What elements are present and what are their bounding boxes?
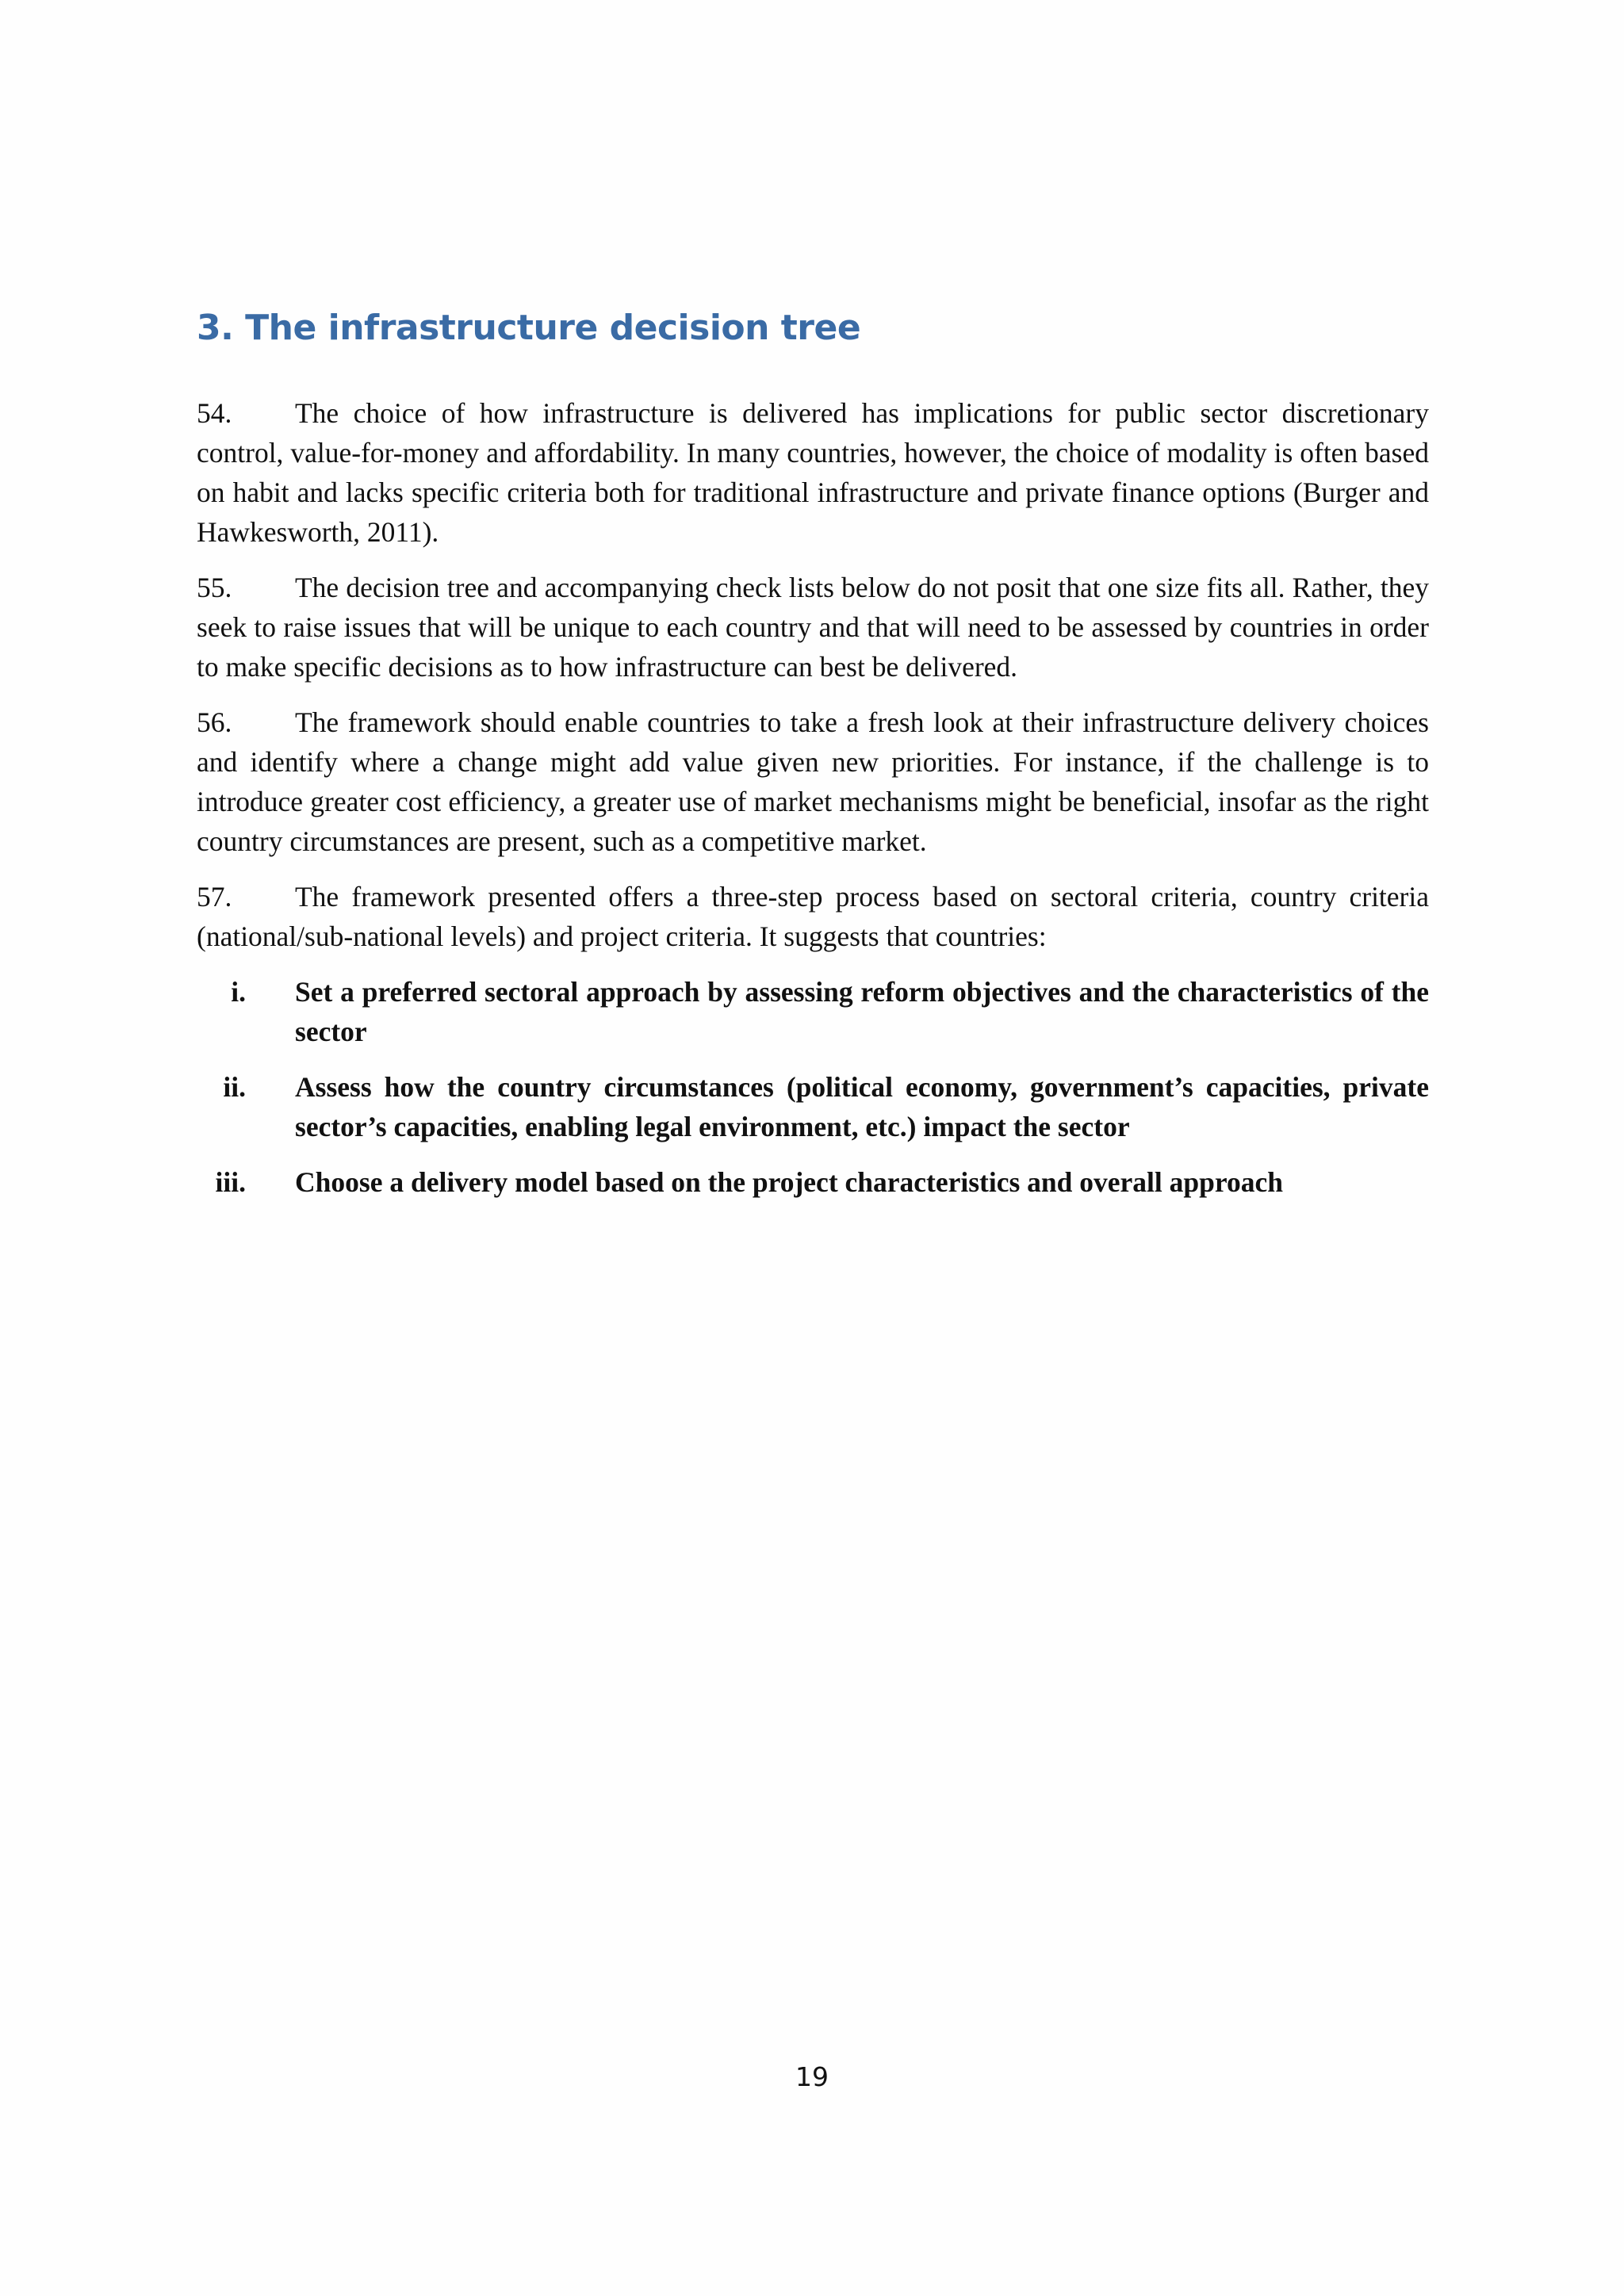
paragraph-number: 55. [197, 572, 232, 603]
step-numeral: iii. [215, 1166, 246, 1198]
step-numeral: i. [231, 976, 246, 1008]
paragraph-57 [197, 877, 1429, 956]
paragraph-55 [197, 568, 1429, 687]
step-item [197, 1067, 1429, 1146]
steps-list [197, 972, 1429, 1202]
paragraph-number: 54. [197, 397, 232, 429]
page-number: 19 [795, 2061, 829, 2092]
step-item [197, 1162, 1429, 1202]
paragraph-text: The decision tree and accompanying check lists below do not posit that one size fits all. Rather, they seek to raise issues that will be unique to each country and that will need to be assessed by countries in order to make specific decisions as to how infrastructure can best be delivered. [197, 572, 1429, 683]
paragraph-number: 56. [197, 706, 232, 738]
paragraph-54 [197, 393, 1429, 552]
paragraph-text: The framework presented offers a three-step process based on sectoral criteria, country criteria (national/sub-national levels) and project criteria. It suggests that countries: [197, 881, 1429, 952]
paragraph-text: The framework should enable countries to take a fresh look at their infrastructure delivery choices and identify where a change might add value given new priorities. For instance, if the challenge is to introduce greater cost efficiency, a greater use of market mechanisms might be beneficial, insofar as the right country circumstances are present, such as a competitive market. [197, 706, 1429, 857]
paragraph-56 [197, 702, 1429, 861]
section-heading: 3. The infrastructure decision tree [197, 308, 861, 348]
step-numeral: ii. [223, 1071, 246, 1103]
paragraph-number: 57. [197, 881, 232, 913]
paragraph-text: The choice of how infrastructure is delivered has implications for public sector discretionary control, value-for-money and affordability. In many countries, however, the choice of modality is often based on habit and lacks specific criteria both for traditional infrastructure and private finance options (Burger and Hawkesworth, 2011). [197, 397, 1429, 548]
step-text: Choose a delivery model based on the project characteristics and overall approach [295, 1166, 1284, 1198]
step-text: Assess how the country circumstances (political economy, government’s capacities, private sector’s capacities, enabling legal environment, etc.) impact the sector [295, 1071, 1429, 1142]
body-text [197, 393, 1429, 1218]
step-text: Set a preferred sectoral approach by assessing reform objectives and the characteristics of the sector [295, 976, 1429, 1047]
step-item [197, 972, 1429, 1051]
